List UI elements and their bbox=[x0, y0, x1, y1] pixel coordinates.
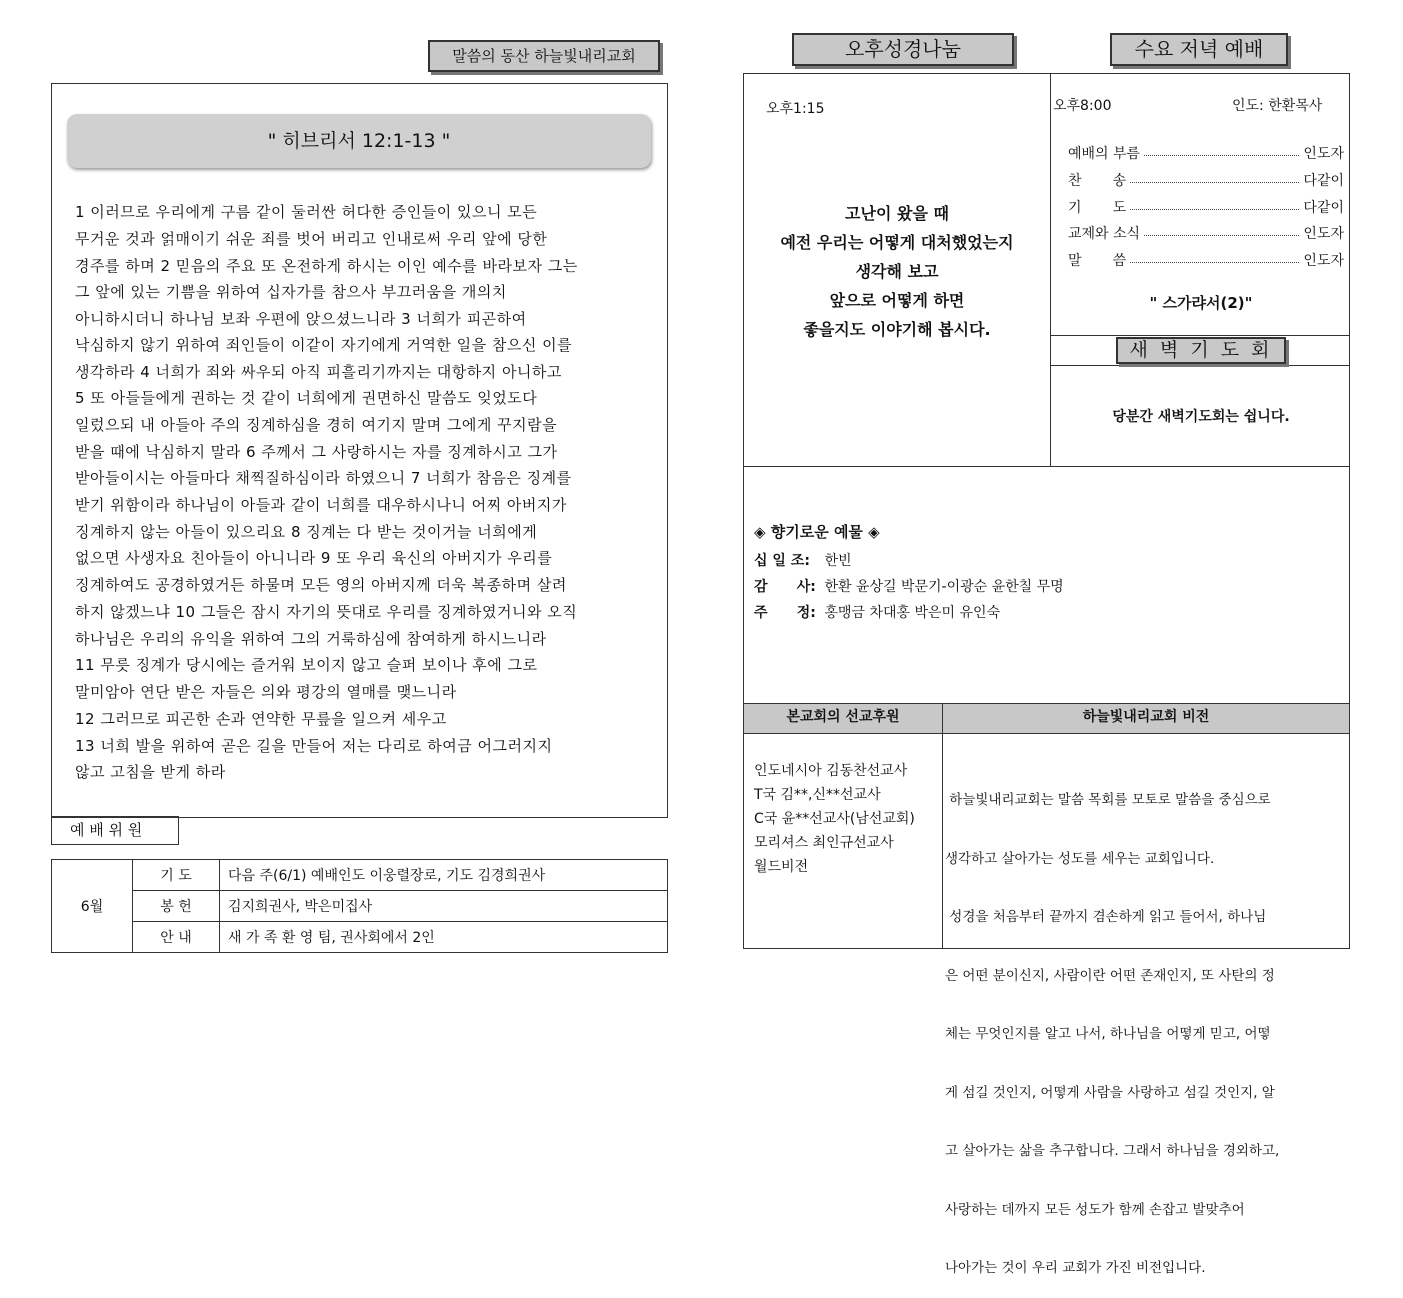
table-row bbox=[52, 860, 668, 891]
dawn-badge bbox=[1116, 337, 1286, 364]
offering-label: 주 정: bbox=[754, 605, 816, 621]
assignee-cell: 새 가 족 환 영 팀, 권사회에서 2인 bbox=[220, 922, 668, 953]
message-line: 고난이 왔을 때 bbox=[845, 204, 949, 223]
program-value: 인도자 bbox=[1303, 253, 1344, 269]
scripture-line: 하지 않겠느냐 10 그들은 잠시 자기의 뜻대로 우리를 징계하였거니와 오직 bbox=[75, 603, 578, 621]
committee-table bbox=[51, 859, 668, 953]
scripture-line: 낙심하지 않기 위하여 죄인들이 이같이 자기에게 거역한 일을 참으신 이를 bbox=[75, 336, 573, 354]
assignee-cell: 다음 주(6/1) 예배인도 이웅렬장로, 기도 김경희권사 bbox=[220, 860, 668, 891]
vision-line: 은 어떤 분이신지, 사람이란 어떤 존재인지, 또 사탄의 정 bbox=[945, 967, 1275, 984]
scripture-line: 1 이러므로 우리에게 구름 같이 둘러싼 허다한 증인들이 있으니 모든 bbox=[75, 203, 538, 221]
list-item: 월드비전 bbox=[754, 859, 809, 875]
scripture-line: 없으면 사생자요 친아들이 아니니라 9 또 우리 육신의 아버지가 우리를 bbox=[75, 549, 553, 567]
role-cell: 봉 헌 bbox=[133, 891, 220, 922]
offering-label: 감 사: bbox=[754, 579, 816, 595]
offering-names: 한빈 bbox=[824, 553, 852, 569]
message-line: 앞으로 어떻게 하면 bbox=[829, 291, 965, 310]
offering-title: ◈ 향기로운 예물 ◈ bbox=[754, 523, 880, 541]
vision-line: 게 섬길 것인지, 어떻게 사람을 사랑하고 섬길 것인지, 알 bbox=[945, 1084, 1275, 1101]
offering-row bbox=[754, 576, 1064, 596]
message-line: 예전 우리는 어떻게 대처했었는지 bbox=[780, 233, 1014, 252]
offering-label: 십 일 조: bbox=[754, 553, 810, 569]
afternoon-time: 오후1:15 bbox=[766, 101, 825, 117]
wednesday-badge-text: 수요 저녁 예배 bbox=[1134, 37, 1264, 61]
scripture-line: 11 무릇 징계가 당시에는 즐거워 보이지 않고 슬퍼 보이나 후에 그로 bbox=[75, 656, 538, 674]
table-row bbox=[52, 891, 668, 922]
offering-names: 한환 윤상길 박문기-이광순 윤한칠 무명 bbox=[824, 579, 1064, 595]
scripture-line: 12 그러므로 피곤한 손과 연약한 무릎을 일으켜 세우고 bbox=[75, 710, 447, 728]
list-item: T국 김**,신**선교사 bbox=[754, 787, 881, 803]
afternoon-message bbox=[746, 199, 1048, 344]
scripture-line: 일렀으되 내 아들아 주의 징계하심을 경히 여기지 말며 그에게 꾸지람을 bbox=[75, 416, 558, 434]
vision-header-bar bbox=[943, 704, 1349, 734]
scripture-line: 받아들이시는 아들마다 채찍질하심이라 하였으니 7 너희가 참음은 징계를 bbox=[75, 469, 572, 487]
scripture-line: 받기 위함이라 하나님이 아들과 같이 너희를 대우하시나니 어찌 아버지가 bbox=[75, 496, 567, 514]
program-value: 다같이 bbox=[1303, 173, 1344, 189]
scripture-title: " 히브리서 12:1-13 " bbox=[267, 130, 451, 152]
scripture-line: 말미암아 연단 받은 자들은 의와 평강의 열매를 맺느니라 bbox=[75, 683, 457, 701]
dawn-divider-top bbox=[1050, 335, 1350, 336]
leader-dots bbox=[1144, 155, 1299, 156]
scripture-line: 생각하라 4 너희가 죄와 싸우되 아직 피흘리기까지는 대항하지 아니하고 bbox=[75, 363, 562, 381]
program-label: 말 씀 bbox=[1068, 253, 1127, 269]
scripture-line: 않고 고침을 받게 하라 bbox=[75, 763, 226, 781]
offering-names: 홍맹금 차대홍 박은미 유인숙 bbox=[824, 605, 1001, 621]
program-row bbox=[1068, 223, 1344, 243]
scripture-line: 13 너희 발을 위하여 곧은 길을 만들어 저는 다리로 하여금 어그러지지 bbox=[75, 737, 553, 755]
program-value: 인도자 bbox=[1303, 146, 1344, 162]
table-row bbox=[52, 922, 668, 953]
wednesday-badge bbox=[1110, 33, 1288, 66]
vision-line: 사랑하는 데까지 모든 성도가 함께 손잡고 발맞추어 bbox=[945, 1201, 1245, 1218]
offering-row bbox=[754, 602, 1000, 622]
vision-header: 하늘빛내리교회 비전 bbox=[1082, 709, 1210, 725]
vision-text bbox=[945, 752, 1279, 1298]
afternoon-badge-text: 오후성경나눔 bbox=[845, 37, 961, 61]
program-value: 인도자 bbox=[1303, 226, 1344, 242]
scripture-title-bar bbox=[67, 114, 651, 168]
message-line: 좋을지도 이야기해 봅시다. bbox=[803, 320, 991, 339]
list-item: 모리셔스 최인규선교사 bbox=[754, 835, 894, 851]
scripture-line: 5 또 아들들에게 권하는 것 같이 너희에게 권면하신 말씀도 잊었도다 bbox=[75, 389, 538, 407]
offering-row bbox=[754, 550, 852, 570]
vision-line: 생각하고 살아가는 성도를 세우는 교회입니다. bbox=[945, 850, 1215, 867]
mission-list bbox=[754, 759, 915, 879]
scripture-line: 징계하여도 공경하였거든 하물며 모든 영의 아버지께 더욱 복종하며 살려 bbox=[75, 576, 567, 594]
afternoon-badge bbox=[792, 33, 1014, 66]
mission-header: 본교회의 선교후원 bbox=[786, 709, 900, 725]
vision-line: 성경을 처음부터 끝까지 겸손하게 읽고 들어서, 하나님 bbox=[945, 909, 1267, 925]
program-row bbox=[1068, 170, 1344, 190]
church-name-text: 말씀의 동산 하늘빛내리교회 bbox=[452, 47, 636, 65]
scripture-line: 그 앞에 있는 기쁨을 위하여 십자가를 참으사 부끄러움을 개의치 bbox=[75, 283, 507, 301]
scripture-line: 하나님은 우리의 유익을 위하여 그의 거룩하심에 참여하게 하시느니라 bbox=[75, 630, 547, 648]
program-label: 기 도 bbox=[1068, 200, 1127, 216]
committee-label-box bbox=[51, 816, 179, 845]
scripture-line: 무거운 것과 얽매이기 쉬운 죄를 벗어 버리고 인내로써 우리 앞에 당한 bbox=[75, 230, 548, 248]
leader-dots bbox=[1130, 209, 1299, 210]
vision-line: 나아가는 것이 우리 교회가 가진 비전입니다. bbox=[945, 1260, 1206, 1276]
scripture-line: 아니하시더니 하나님 보좌 우편에 앉으셨느니라 3 너희가 피곤하여 bbox=[75, 310, 527, 328]
leader-dots bbox=[1144, 235, 1299, 236]
list-item: C국 윤**선교사(남선교회) bbox=[754, 811, 915, 827]
scripture-line: 받을 때에 낙심하지 말라 6 주께서 그 사랑하시는 자를 징계하시고 그가 bbox=[75, 443, 558, 461]
program-label: 찬 송 bbox=[1068, 173, 1127, 189]
scripture-line: 경주를 하며 2 믿음의 주요 또 온전하게 하시는 이인 예수를 바라보자 그는 bbox=[75, 257, 578, 275]
role-cell: 기 도 bbox=[133, 860, 220, 891]
dawn-badge-text: 새 벽 기 도 회 bbox=[1129, 339, 1273, 361]
role-cell: 안 내 bbox=[133, 922, 220, 953]
vision-line: 하늘빛내리교회는 말씀 목회를 모토로 말씀을 중심으로 bbox=[945, 792, 1271, 808]
month-cell bbox=[52, 860, 133, 953]
program-row bbox=[1068, 250, 1344, 270]
leader-dots bbox=[1130, 182, 1299, 183]
message-line: 생각해 보고 bbox=[855, 262, 939, 281]
mission-header-bar bbox=[744, 704, 942, 734]
dawn-divider-bottom bbox=[1050, 365, 1350, 366]
program-label: 예배의 부름 bbox=[1068, 146, 1141, 162]
program-value: 다같이 bbox=[1303, 200, 1344, 216]
program-label: 교제와 소식 bbox=[1068, 226, 1141, 242]
wednesday-leader: 인도: 한환목사 bbox=[1232, 98, 1323, 114]
bottom-col-divider bbox=[942, 703, 943, 949]
vision-line: 체는 무엇인지를 알고 나서, 하나님을 어떻게 믿고, 어떻 bbox=[945, 1026, 1271, 1042]
committee-label: 예 배 위 원 bbox=[70, 821, 143, 839]
sermon-title: " 스가랴서(2)" bbox=[1149, 294, 1253, 312]
list-item: 인도네시아 김동찬선교사 bbox=[754, 763, 908, 779]
program-row bbox=[1068, 143, 1344, 163]
month-label: 6월 bbox=[80, 899, 104, 915]
scripture-line: 징계하지 않는 아들이 있으리요 8 징계는 다 받는 것이거늘 너희에게 bbox=[75, 523, 538, 541]
wednesday-time: 오후8:00 bbox=[1053, 98, 1112, 114]
leader-dots bbox=[1130, 262, 1299, 263]
program-row bbox=[1068, 197, 1344, 217]
church-name-badge bbox=[428, 40, 660, 72]
vision-line: 고 살아가는 삶을 추구합니다. 그래서 하나님을 경외하고, bbox=[945, 1143, 1280, 1159]
dawn-notice: 당분간 새벽기도회는 쉽니다. bbox=[1112, 409, 1290, 425]
assignee-cell: 김지희권사, 박은미집사 bbox=[220, 891, 668, 922]
column-divider bbox=[1050, 73, 1051, 467]
